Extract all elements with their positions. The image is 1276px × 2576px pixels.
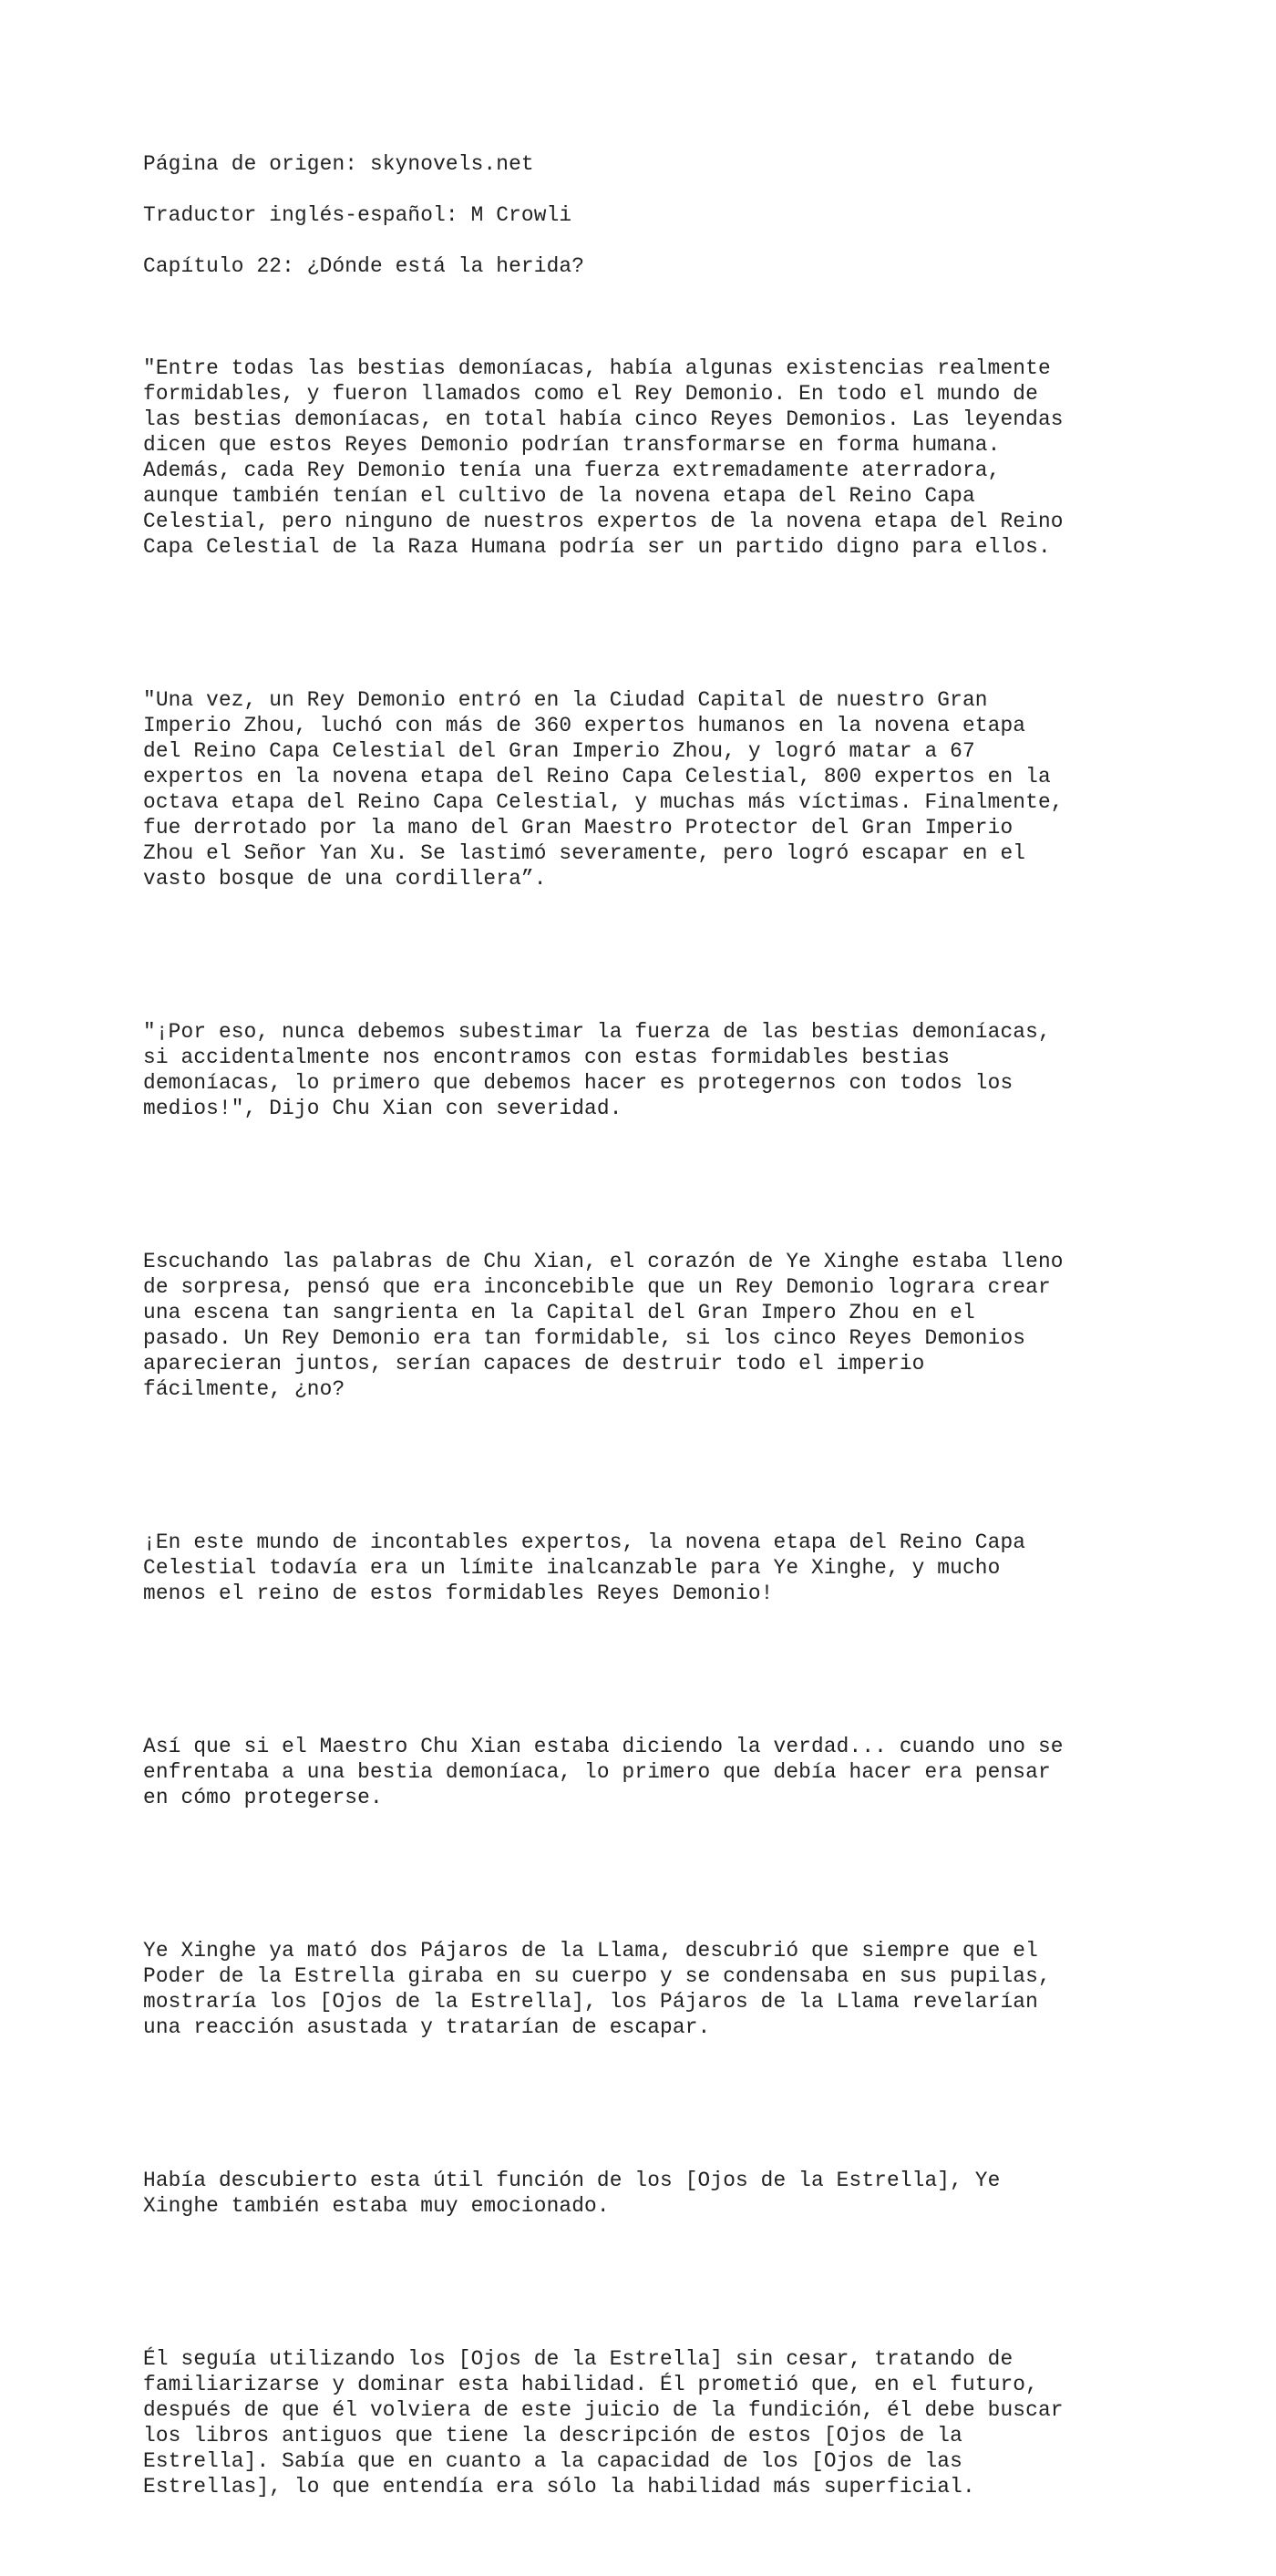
paragraph-line: "Entre todas las bestias demoníacas, había algunas existencias realmente (143, 356, 1051, 380)
paragraph-line: Estrella]. Sabía que en cuanto a la capacidad de los [Ojos de las (143, 2449, 962, 2473)
paragraph-line: "¡Por eso, nunca debemos subestimar la fuerza de las bestias demoníacas, (143, 1020, 1051, 1044)
paragraph (143, 1198, 1146, 1453)
paragraph-line: después de que él volviera de este juicio de la fundición, él debe buscar (143, 2398, 1064, 2422)
paragraph-line: Así que si el Maestro Chu Xian estaba diciendo la verdad... cuando uno se (143, 1735, 1064, 1758)
paragraph-line: Escuchando las palabras de Chu Xian, el corazón de Ye Xinghe estaba lleno (143, 1250, 1064, 1273)
paragraph-line: en cómo protegerse. (143, 1786, 383, 1809)
paragraph-line: menos el reino de estos formidables Reyes Demonio! (143, 1582, 774, 1605)
paragraph (143, 1683, 1146, 1861)
paragraph-line: ¡En este mundo de incontables expertos, la novena etapa del Reino Capa (143, 1530, 1026, 1554)
paragraph-line: formidables, y fueron llamados como el Rey Demonio. En todo el mundo de (143, 382, 1038, 406)
paragraph (143, 2295, 1146, 2550)
source-text: Página de origen: skynovels.net (143, 152, 534, 176)
paragraph-line: Poder de la Estrella giraba en su cuerpo y se condensaba en sus pupilas, (143, 1964, 1051, 1988)
paragraph-line: aunque también tenían el cultivo de la novena etapa del Reino Capa (143, 484, 975, 508)
paragraph-line: una escena tan sangrienta en la Capital del Gran Impero Zhou en el (143, 1301, 975, 1324)
paragraph-line: Él seguía utilizando los [Ojos de la Estrella] sin cesar, tratando de (143, 2347, 1014, 2371)
chapter-title (143, 253, 1146, 279)
paragraph-line: dicen que estos Reyes Demonio podrían transformarse en forma humana. (143, 433, 1001, 457)
paragraph (143, 1887, 1146, 2091)
chapter-title-text: Capítulo 22: ¿Dónde está la herida? (143, 254, 585, 278)
paragraph (143, 968, 1146, 1172)
paragraph-line: Zhou el Señor Yan Xu. Se lastimó severamente, pero logró escapar en el (143, 841, 1026, 865)
paragraph-line: fácilmente, ¿no? (143, 1377, 345, 1401)
paragraph-line: mostraría los [Ojos de la Estrella], los Pájaros de la Llama revelarían (143, 1990, 1038, 2014)
paragraph (143, 2117, 1146, 2270)
translator-text: Traductor inglés-español: M Crowli (143, 203, 572, 227)
paragraph-line: pasado. Un Rey Demonio era tan formidable, si los cinco Reyes Demonios (143, 1326, 1026, 1350)
paragraph (143, 636, 1146, 943)
paragraph-line: una reacción asustada y tratarían de escapar. (143, 2015, 711, 2039)
paragraph-line: los libros antiguos que tiene la descripción de estos [Ojos de la (143, 2424, 962, 2447)
paragraph-line: las bestias demoníacas, en total había cinco Reyes Demonios. Las leyendas (143, 407, 1064, 431)
translator-line (143, 202, 1146, 228)
paragraph-line: Ye Xinghe ya mató dos Pájaros de la Llama, descubrió que siempre que el (143, 1939, 1038, 1963)
paragraph-line: Estrellas], lo que entendía era sólo la habilidad más superficial. (143, 2475, 975, 2499)
paragraph-line: familiarizarse y dominar esta habilidad. Él prometió que, en el futuro, (143, 2373, 1038, 2396)
paragraph-line: Además, cada Rey Demonio tenía una fuerza extremadamente aterradora, (143, 459, 1001, 482)
paragraph-line: Celestial, pero ninguno de nuestros expertos de la novena etapa del Reino (143, 510, 1064, 533)
paragraph-line: expertos en la novena etapa del Reino Capa Celestial, 800 expertos en la (143, 765, 1051, 788)
paragraph-line: Xinghe también estaba muy emocionado. (143, 2194, 610, 2218)
paragraph-line: Había descubierto esta útil función de los [Ojos de la Estrella], Ye (143, 2169, 1001, 2192)
paragraph-line: "Una vez, un Rey Demonio entró en la Ciudad Capital de nuestro Gran (143, 688, 988, 712)
paragraph-line: de sorpresa, pensó que era inconcebible que un Rey Demonio lograra crear (143, 1275, 1051, 1299)
paragraph-line: aparecieran juntos, serían capaces de destruir todo el imperio (143, 1352, 925, 1376)
paragraph-line: enfrentaba a una bestia demoníaca, lo primero que debía hacer era pensar (143, 1760, 1051, 1784)
source-line (143, 151, 1146, 177)
paragraph-line: fue derrotado por la mano del Gran Maestro Protector del Gran Imperio (143, 816, 1014, 840)
paragraph (143, 1479, 1146, 1657)
paragraph-line: Imperio Zhou, luchó con más de 360 expertos humanos en la novena etapa (143, 714, 1026, 737)
paragraph-line: si accidentalmente nos encontramos con estas formidables bestias (143, 1046, 951, 1069)
paragraph-line: vasto bosque de una cordillera”. (143, 867, 547, 891)
paragraph-line: octava etapa del Reino Capa Celestial, y muchas más víctimas. Finalmente, (143, 790, 1064, 814)
paragraph-line: demoníacas, lo primero que debemos hacer es protegernos con todos los (143, 1071, 1014, 1095)
paragraph-line: del Reino Capa Celestial del Gran Imperio Zhou, y logró matar a 67 (143, 739, 975, 763)
paragraph-line: Celestial todavía era un límite inalcanzable para Ye Xinghe, y mucho (143, 1556, 1001, 1580)
paragraph-line: medios!", Dijo Chu Xian con severidad. (143, 1097, 623, 1120)
paragraph (143, 304, 1146, 611)
paragraph-line: Capa Celestial de la Raza Humana podría ser un partido digno para ellos. (143, 535, 1051, 559)
document-body (143, 151, 1146, 2576)
